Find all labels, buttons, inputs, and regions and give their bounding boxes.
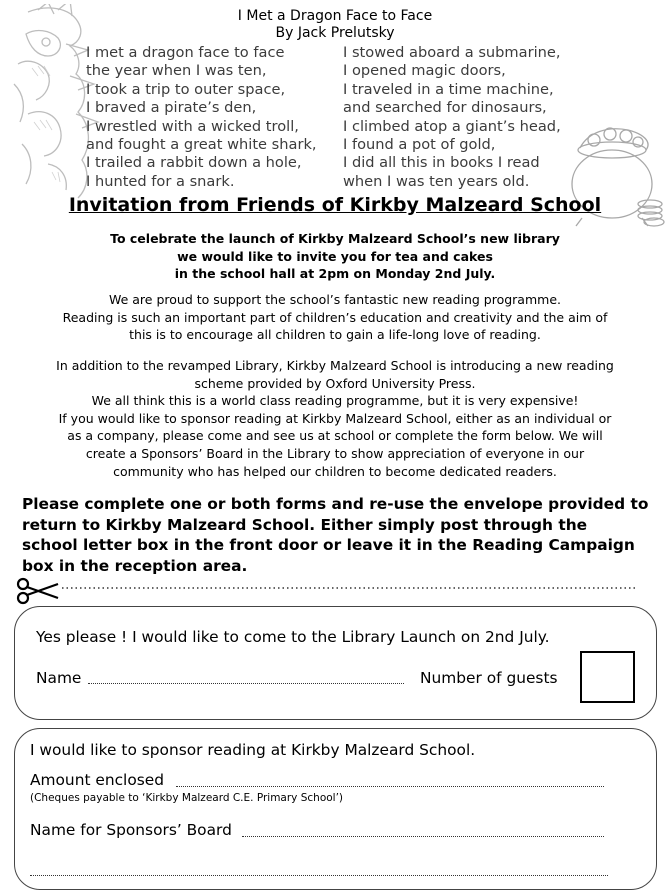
paragraph-line: If you would like to sponsor reading at Kirkby Malzeard School, either as an individual or bbox=[58, 410, 612, 426]
poem-line: I took a trip to outer space, bbox=[86, 80, 286, 98]
poem-author: By Jack Prelutsky bbox=[275, 25, 395, 41]
invitation-line: To celebrate the launch of Kirkby Malzeard School’s new library bbox=[110, 231, 560, 246]
instruction-line: return to Kirkby Malzeard School. Either simply post through the bbox=[22, 515, 588, 534]
poem-line: I stowed aboard a submarine, bbox=[343, 44, 561, 61]
poem-line: I met a dragon face to face bbox=[86, 44, 285, 61]
attendance-statement: Yes please ! I would like to come to the Library Launch on 2nd July. bbox=[36, 628, 550, 646]
poem-line: I braved a pirate’s den, bbox=[86, 99, 257, 117]
sponsor-board-name-extra-line[interactable] bbox=[30, 875, 608, 876]
paragraph-line: this is to encourage all children to gain a life-long love of reading. bbox=[129, 327, 541, 343]
amount-label: Amount enclosed bbox=[30, 771, 165, 789]
sponsor-paragraph bbox=[0, 357, 670, 480]
poem-line: and searched for dinosaurs, bbox=[343, 99, 547, 117]
poem-line: I did all this in books I read bbox=[343, 154, 540, 172]
amount-field[interactable] bbox=[176, 786, 604, 787]
sponsor-statement: I would like to sponsor reading at Kirkby Malzeard School. bbox=[30, 741, 476, 759]
poem-title: I Met a Dragon Face to Face bbox=[237, 8, 433, 24]
paragraph-line: create a Sponsors’ Board in the Library to show appreciation of everyone in our bbox=[85, 445, 585, 461]
invitation-details bbox=[0, 230, 670, 283]
invitation-line: in the school hall at 2pm on Monday 2nd July. bbox=[174, 266, 496, 282]
paragraph-line: scheme provided by Oxford University Press. bbox=[194, 375, 476, 391]
name-label: Name bbox=[36, 669, 82, 687]
poem-line: the year when I was ten, bbox=[86, 62, 267, 80]
sponsor-board-name-field[interactable] bbox=[242, 836, 604, 837]
scissors-icon bbox=[18, 579, 58, 603]
poem-left-column bbox=[86, 44, 317, 191]
library-launch-form bbox=[14, 606, 657, 720]
paragraph-line: We all think this is a world class reading programme, but it is very expensive! bbox=[91, 393, 579, 409]
invitation-heading: Invitation from Friends of Kirkby Malzeard School bbox=[68, 194, 602, 216]
name-field[interactable] bbox=[88, 683, 404, 684]
instruction-line: school letter box in the front door or leave it in the Reading Campaign bbox=[22, 536, 635, 555]
paragraph-line: In addition to the revamped Library, Kirkby Malzeard School is introducing a new reading bbox=[56, 358, 614, 373]
poem-line: I hunted for a snark. bbox=[86, 172, 235, 190]
poem-right-column bbox=[343, 44, 561, 191]
poem-line: I opened magic doors, bbox=[343, 62, 506, 80]
poem-line: and fought a great white shark, bbox=[86, 135, 317, 153]
poem-line: I wrestled with a wicked troll, bbox=[86, 117, 299, 135]
cheque-note: (Cheques payable to ‘Kirkby Malzeard C.E. Primary School’) bbox=[30, 792, 344, 804]
cut-line bbox=[16, 576, 638, 606]
support-paragraph bbox=[0, 291, 670, 344]
guests-label: Number of guests bbox=[420, 669, 558, 687]
instruction-line: Please complete one or both forms and re-use the envelope provided to bbox=[22, 495, 649, 513]
invitation-line: we would like to invite you for tea and cakes bbox=[177, 248, 493, 264]
paragraph-line: We are proud to support the school’s fantastic new reading programme. bbox=[108, 292, 561, 307]
paragraph-line: as a company, please come and see us at school or complete the form below. We will bbox=[67, 428, 603, 444]
instruction-line: box in the reception area. bbox=[22, 556, 248, 575]
poem-line: I traveled in a time machine, bbox=[343, 80, 554, 98]
sponsor-board-name-label: Name for Sponsors’ Board bbox=[30, 821, 232, 839]
guests-input-box[interactable] bbox=[580, 651, 635, 703]
poem-line: when I was ten years old. bbox=[343, 172, 530, 190]
form-instructions bbox=[22, 494, 648, 576]
paragraph-line: community who has helped our children to become dedicated readers. bbox=[113, 463, 557, 479]
poem-line: I trailed a rabbit down a hole, bbox=[86, 154, 302, 172]
poem-line: I found a pot of gold, bbox=[343, 135, 496, 153]
poem-line: I climbed atop a giant’s head, bbox=[343, 117, 561, 135]
paragraph-line: Reading is such an important part of children’s education and creativity and the aim of bbox=[62, 309, 608, 325]
